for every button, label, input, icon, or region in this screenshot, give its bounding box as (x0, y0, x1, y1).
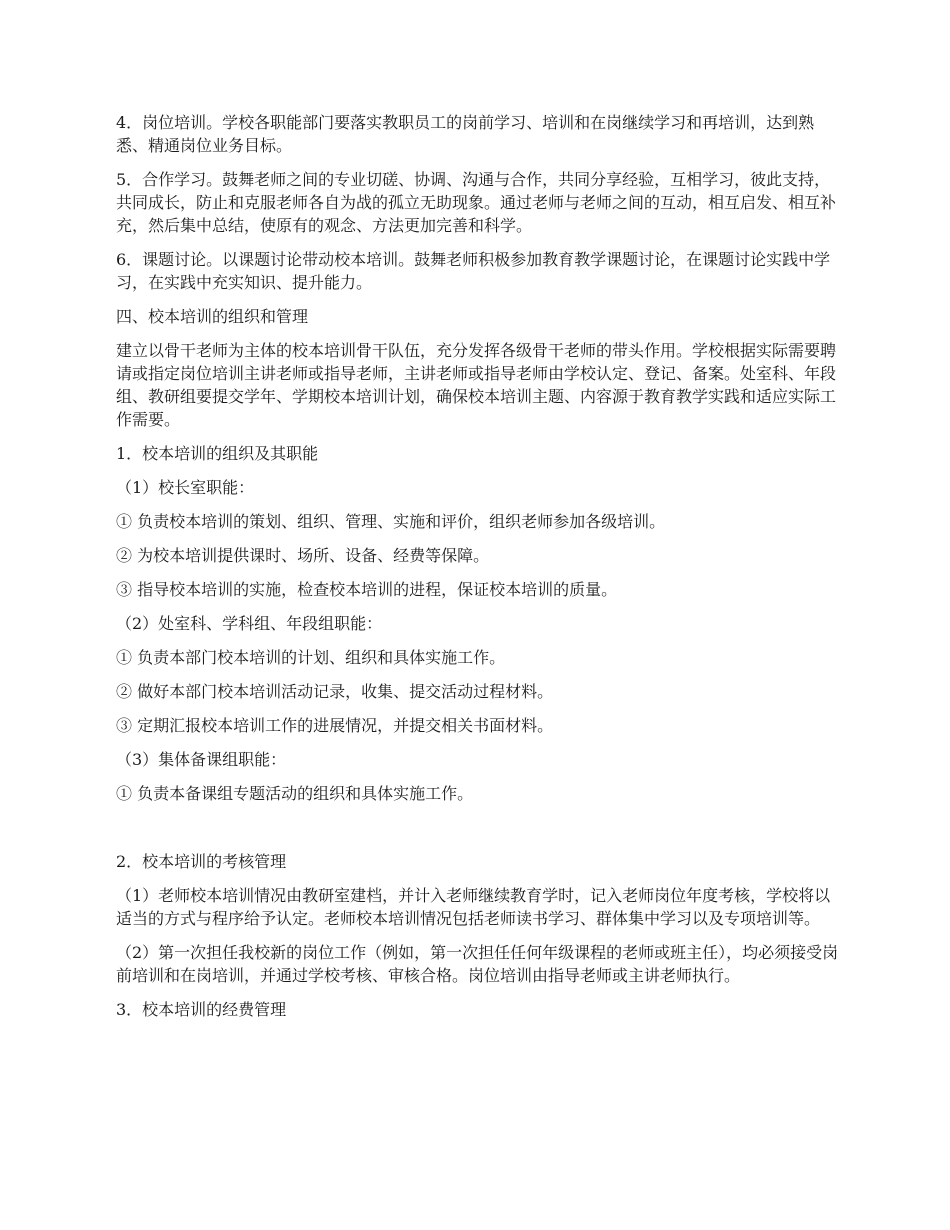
paragraph-assessment-records: （1）老师校本培训情况由教研室建档，并计入老师继续教育学时，记入老师岗位年度考核，学校将以适当的方式与程序给予认定。老师校本培训情况包括老师读书学习、群体集中学习以及专项培训等。 (116, 886, 831, 928)
list-item: ② 做好本部门校本培训活动记录，收集、提交活动过程材料。 (116, 682, 554, 701)
list-item: ③ 定期汇报校本培训工作的进展情况，并提交相关书面材料。 (116, 716, 554, 735)
document-body (116, 111, 842, 1032)
blank-space (116, 816, 842, 850)
subheading-funding-management: 3．校本培训的经费管理 (116, 1000, 287, 1019)
paragraph-cooperative-learning: 5．合作学习。鼓舞老师之间的专业切磋、协调、沟通与合作，共同分享经验，互相学习，彼此支持，共同成长，防止和克服老师各自为战的孤立无助现象。通过老师与老师之间的互动，相互启发、相互补充，然后集中总结，使原有的观念、方法更加完善和科学。 (116, 170, 837, 235)
paragraph-job-training: 4．岗位培训。学校各职能部门要落实教职员工的岗前学习、培训和在岗继续学习和再培训，达到熟悉、精通岗位业务目标。 (116, 113, 815, 155)
item-lesson-prep-group: （3）集体备课组职能： (116, 750, 287, 769)
item-principal-office: （1）校长室职能： (116, 478, 255, 497)
list-item: ② 为校本培训提供课时、场所、设备、经费等保障。 (116, 546, 490, 565)
paragraph-topic-discussion: 6．课题讨论。以课题讨论带动校本培训。鼓舞老师积极参加教育教学课题讨论，在课题讨论实践中学习，在实践中充实知识、提升能力。 (116, 250, 831, 292)
section-heading-organization: 四、校本培训的组织和管理 (116, 307, 309, 326)
list-item: ① 负责校本培训的策划、组织、管理、实施和评价，组织老师参加各级培训。 (116, 512, 666, 531)
paragraph-new-post-training: （2）第一次担任我校新的岗位工作（例如，第一次担任任何年级课程的老师或班主任），均必须接受岗前培训和在岗培训，并通过学校考核、审核合格。岗位培训由指导老师或主讲老师执行。 (116, 943, 839, 985)
list-item: ① 负责本部门校本培训的计划、组织和具体实施工作。 (116, 648, 506, 667)
subheading-organization-functions: 1．校本培训的组织及其职能 (116, 444, 319, 463)
list-item: ① 负责本备课组专题活动的组织和具体实施工作。 (116, 784, 474, 803)
list-item: ③ 指导校本培训的实施，检查校本培训的进程，保证校本培训的质量。 (116, 580, 618, 599)
paragraph-backbone-team: 建立以骨干老师为主体的校本培训骨干队伍，充分发挥各级骨干老师的带头作用。学校根据实际需要聘请或指定岗位培训主讲老师或指导老师，主讲老师或指导老师由学校认定、登记、备案。处室科、年段组、教研组要提交学年、学期校本培训计划，确保校本培训主题、内容源于教育教学实践和适应实际工作需要。 (116, 341, 837, 429)
subheading-assessment-management: 2．校本培训的考核管理 (116, 852, 287, 871)
item-departments: （2）处室科、学科组、年段组职能： (116, 614, 383, 633)
